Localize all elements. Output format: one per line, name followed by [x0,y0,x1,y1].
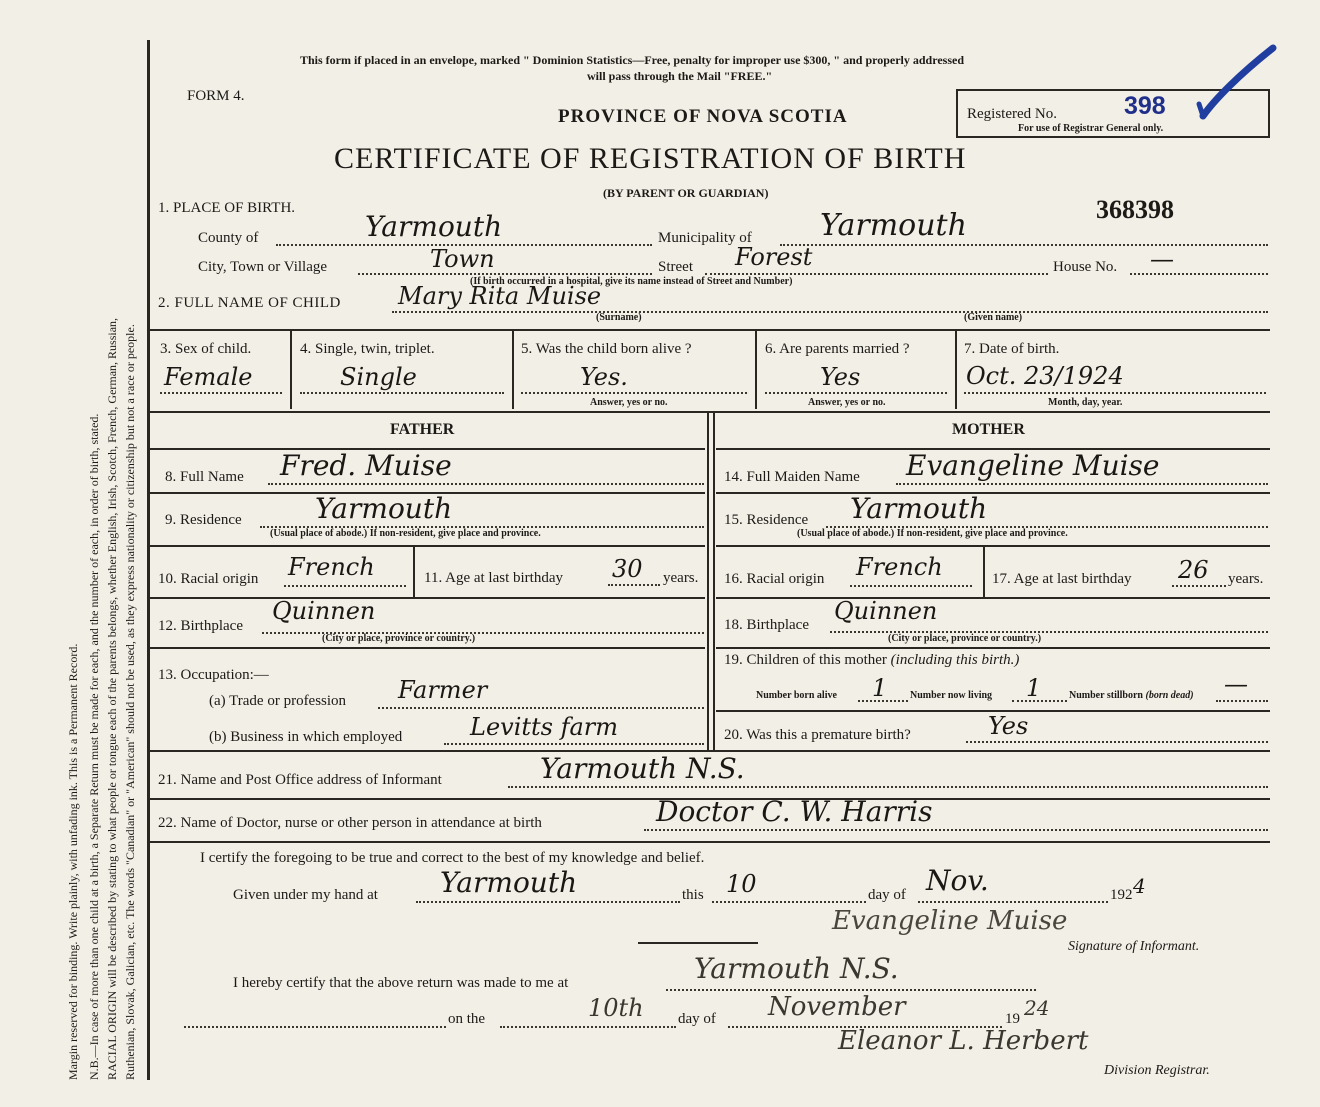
mother-rule-5 [716,647,1270,649]
premature-birth-value: Yes [988,712,1029,740]
house-dotted-line [1130,273,1268,275]
certify-statement: I certify the foregoing to be true and correct to the best of my knowledge and belief. [200,850,705,866]
mother-name-value: Evangeline Muise [906,449,1160,482]
given-name-note: (Given name) [964,312,1023,323]
father-years-label: years. [663,570,699,586]
father-name-label: 8. Full Name [165,469,244,485]
children-label-text: 19. Children of this mother [724,652,887,668]
certificate-subtitle: (BY PARENT OR GUARDIAN) [603,186,769,200]
on-the-leading-dotted [184,1026,446,1028]
father-business-value: Levitts farm [470,713,619,741]
child-name-value: Mary Rita Muise [398,282,602,310]
registrar-day-of-label: day of [678,1011,716,1027]
father-racial-dotted [284,585,406,587]
single-twin-value: Single [340,363,417,391]
date-of-birth-label: 7. Date of birth. [964,341,1060,357]
born-alive-count-label: Number born alive [756,690,837,701]
registrar-day-dotted [500,1026,676,1028]
registered-number: 398 [1124,92,1166,120]
stillborn-value: — [1224,670,1248,698]
mother-residence-value: Yarmouth [850,492,988,525]
divider-4-5 [512,331,514,409]
mother-rule-3 [716,545,1270,547]
given-place-dotted [416,901,680,903]
city-label: City, Town or Village [198,259,328,275]
month-dotted [918,901,1108,903]
father-rule-4 [150,597,705,599]
father-name-dotted [268,483,704,485]
date-of-birth-value: Oct. 23/1924 [966,362,1124,390]
mother-birthplace-value: Quinnen [834,597,938,625]
stillborn-label-text: Number stillborn [1069,690,1143,701]
single-twin-label: 4. Single, twin, triplet. [300,341,435,357]
father-residence-value: Yarmouth [315,492,453,525]
year-suffix: 4 [1133,874,1146,898]
registrar-year-suffix: 24 [1024,996,1050,1020]
father-rule-3 [150,545,705,547]
mother-name-dotted [896,483,1268,485]
registrar-day-value: 10th [588,994,644,1022]
municipality-value: Yarmouth [820,208,967,243]
premature-birth-label: 20. Was this a premature birth? [724,727,911,743]
month-value: Nov. [926,864,989,897]
mother-age-label: 17. Age at last birthday [992,571,1132,587]
on-the-label: on the [448,1011,486,1027]
father-trade-label: (a) Trade or profession [209,693,347,709]
given-place-value: Yarmouth [440,866,578,899]
given-under-hand-label: Given under my hand at [233,887,378,903]
father-rule-5 [150,647,705,649]
street-dotted-line [705,273,1048,275]
divider-5-6 [755,331,757,409]
father-trade-value: Farmer [398,676,488,704]
married-dotted-line [765,392,947,394]
children-label-note: (including this birth.) [890,652,1020,668]
parents-column-divider-left [707,413,709,750]
registrar-year-prefix: 19 [1005,1011,1020,1027]
blue-pencil-check-mark [1195,44,1280,124]
county-label: County of [198,230,259,246]
mother-age-value: 26 [1178,556,1209,584]
father-age-dotted [608,584,660,586]
father-birthplace-note: (City or place, province or country.) [322,633,476,644]
county-value: Yarmouth [365,210,503,243]
sex-label: 3. Sex of child. [160,341,252,357]
father-residence-note: (Usual place of abode.) If non-resident, give place and province. [270,528,541,539]
street-value: Forest [735,243,813,271]
father-birthplace-label: 12. Birthplace [158,618,243,634]
province-title: PROVINCE OF NOVA SCOTIA [558,106,848,127]
doctor-label: 22. Name of Doctor, nurse or other person in attendance at birth [158,815,542,831]
signature-separator [638,942,758,944]
father-trade-dotted [378,707,704,709]
informant-value: Yarmouth N.S. [540,752,745,785]
city-value: Town [430,245,495,273]
informant-signature: Evangeline Muise [832,906,1068,936]
margin-racial-note-2: Ruthenian, Slovak, Galician, etc. The words "Canadian" or "American" should not be used, as they express nationality or citizenship but not a race or people. [123,324,137,1080]
registrar-place-value: Yarmouth N.S. [694,952,899,985]
form-number: FORM 4. [187,88,245,104]
mother-age-dotted [1172,585,1226,587]
mother-racial-dotted [850,585,972,587]
child-name-label: 2. FULL NAME OF CHILD [158,295,341,311]
mother-racial-label: 16. Racial origin [724,571,825,587]
margin-nb-note: N.B.—In case of more than one child at a birth, a Separate Return must be made for each, and the number of each, in order of birth, stated. [87,413,101,1080]
mother-racial-age-divider [983,547,985,597]
single-dotted-line [300,392,504,394]
dob-dotted-line [964,392,1266,394]
father-birthplace-value: Quinnen [272,597,376,625]
born-alive-count-value: 1 [872,674,888,702]
this-label: this [682,887,704,903]
house-number-value: — [1150,245,1174,273]
registrar-place-dotted [666,989,1036,991]
children-of-mother-label [724,652,1019,669]
father-residence-label: 9. Residence [165,512,242,528]
municipality-dotted-line [780,244,1268,246]
house-number-label: House No. [1053,259,1118,275]
certificate-title: CERTIFICATE OF REGISTRATION OF BIRTH [334,142,967,175]
informant-signature-caption: Signature of Informant. [1068,939,1200,954]
mother-rule-2 [716,492,1270,494]
parents-column-divider-right [713,413,715,750]
sex-dotted-line [160,392,282,394]
margin-racial-note-1: RACIAL ORIGIN will be described by stating to what people or tongue each of the parents belongs, whether English, Irish, Scotch, French, German, Russian, [105,317,119,1080]
stillborn-label [1069,690,1194,701]
sex-value: Female [164,363,253,391]
father-racial-label: 10. Racial origin [158,571,259,587]
doctor-dotted [644,829,1268,831]
rule-above-parents [150,411,1270,413]
now-living-label: Number now living [910,690,993,701]
divider-6-7 [955,331,957,409]
hospital-note: (If birth occurred in a hospital, give its name instead of Street and Number) [470,276,793,287]
father-occupation-label: 13. Occupation:— [158,667,269,683]
registrar-signature-caption: Division Registrar. [1104,1063,1210,1078]
registrar-statement: I hereby certify that the above return was made to me at [233,975,569,991]
mother-racial-value: French [856,553,943,581]
father-age-value: 30 [612,555,643,583]
date-of-birth-note: Month, day, year. [1048,397,1123,408]
now-living-value: 1 [1026,674,1042,702]
alive-dotted-line [521,392,747,394]
father-business-dotted [444,743,704,745]
parents-married-value: Yes [820,363,861,391]
premature-dotted [966,741,1268,743]
city-dotted-line [358,273,652,275]
born-alive-label: 5. Was the child born alive ? [521,341,692,357]
registrar-month-value: November [768,992,906,1022]
father-business-label: (b) Business in which employed [209,729,403,745]
mother-rule-4 [716,597,1270,599]
parents-married-answer-note: Answer, yes or no. [808,397,886,408]
father-racial-age-divider [413,547,415,597]
child-name-dotted-line [392,311,1268,313]
mother-residence-label: 15. Residence [724,512,809,528]
mother-birthplace-label: 18. Birthplace [724,617,809,633]
divider-3-4 [290,331,292,409]
rule-below-name [150,329,1270,331]
certificate-number: 368398 [1096,195,1174,224]
postal-notice-line-1: This form if placed in an envelope, marked " Dominion Statistics—Free, penalty for improper use $300, " and properly addressed [300,53,965,67]
binding-margin-rule [147,40,150,1080]
stillborn-label-note: (born dead) [1145,690,1194,701]
year-prefix: 192 [1110,887,1133,903]
margin-binding-note: Margin reserved for binding. Write plainly, with unfading ink. This is a Permanent Record. [66,643,80,1080]
doctor-value: Doctor C. W. Harris [656,795,933,828]
municipality-label: Municipality of [658,230,752,246]
postal-notice-line-2: will pass through the Mail "FREE." [587,69,773,83]
day-dotted [712,901,866,903]
informant-label: 21. Name and Post Office address of Informant [158,772,442,788]
parents-married-label: 6. Are parents married ? [765,341,910,357]
day-of-label: day of [868,887,906,903]
registered-label: Registered No. [967,106,1057,122]
mother-residence-note: (Usual place of abode.) If non-resident, give place and province. [797,528,1068,539]
mother-heading: MOTHER [952,421,1025,438]
place-of-birth-heading: 1. PLACE OF BIRTH. [158,200,296,216]
father-heading: FATHER [390,421,455,438]
street-label: Street [658,259,693,275]
registrar-signature: Eleanor L. Herbert [838,1026,1089,1056]
informant-dotted [508,786,1268,788]
stillborn-dotted [1216,700,1268,702]
father-racial-value: French [288,553,375,581]
day-value: 10 [726,870,757,898]
mother-years-label: years. [1228,571,1264,587]
surname-note: (Surname) [596,312,642,323]
born-alive-value: Yes. [580,363,628,391]
registrar-use-note: For use of Registrar General only. [1018,123,1164,134]
father-age-label: 11. Age at last birthday [424,570,563,586]
mother-name-label: 14. Full Maiden Name [724,469,860,485]
rule-below-doctor [150,841,1270,843]
father-name-value: Fred. Muise [280,449,452,482]
mother-birthplace-note: (City or place, province or country.) [888,633,1042,644]
born-alive-answer-note: Answer, yes or no. [590,397,668,408]
